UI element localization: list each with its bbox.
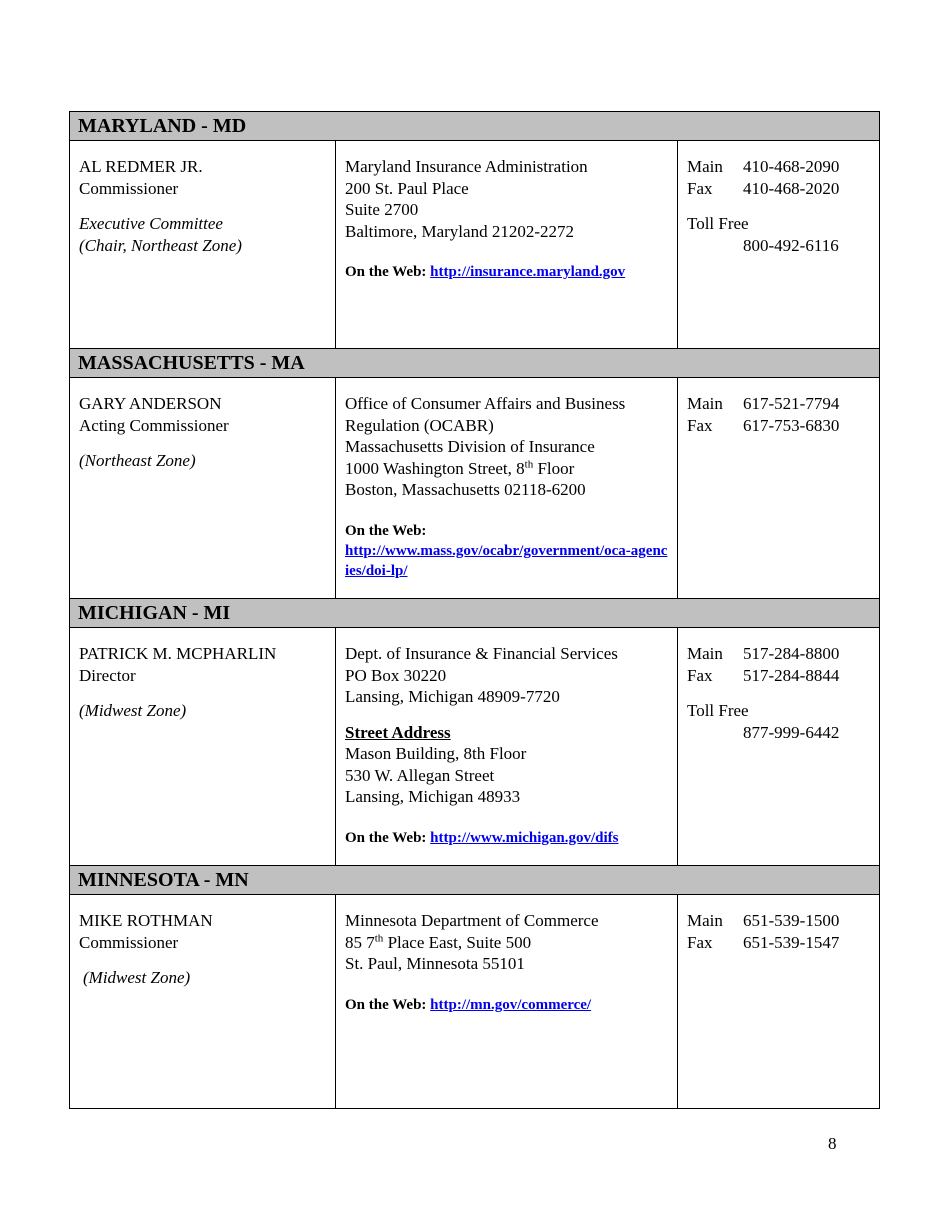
phone-number: 651-539-1547	[743, 932, 840, 952]
address-sup: th	[374, 931, 384, 944]
phone-cell	[678, 895, 880, 1109]
address-line: Boston, Massachusetts 02118-6200	[345, 480, 586, 499]
phone-number: 651-539-1500	[743, 911, 840, 930]
state-header-minnesota	[70, 866, 880, 895]
official-cell	[70, 378, 336, 599]
tollfree-number: 877-999-6442	[743, 722, 840, 742]
official-name: AL REDMER JR.	[79, 157, 203, 176]
state-row-michigan	[70, 628, 880, 866]
web-line	[345, 828, 668, 848]
phone-label: Main	[687, 394, 723, 413]
phone-number: 517-284-8800	[743, 644, 840, 663]
address-line: Maryland Insurance Administration	[345, 157, 588, 176]
phone-cell	[678, 378, 880, 599]
official-title: Director	[79, 665, 136, 685]
phone-main	[687, 643, 870, 665]
phone-main	[687, 910, 870, 932]
tollfree-number: 800-492-6116	[743, 235, 839, 255]
phone-cell	[678, 141, 880, 349]
phone-label: Fax	[687, 665, 713, 685]
address-text: 85 7	[345, 932, 375, 952]
state-header-label: MARYLAND - MD	[70, 112, 880, 141]
directory-table	[69, 111, 880, 1109]
official-zone: (Northeast Zone)	[79, 451, 196, 470]
address-cell	[336, 895, 678, 1109]
address-line: Office of Consumer Affairs and Business	[345, 394, 626, 413]
web-link[interactable]: http://mn.gov/commerce/	[430, 996, 592, 1013]
state-header-label: MICHIGAN - MI	[70, 599, 880, 628]
state-row-maryland	[70, 141, 880, 349]
address-line: Baltimore, Maryland 21202-2272	[345, 221, 574, 241]
state-header-label: MASSACHUSETTS - MA	[70, 349, 880, 378]
address-line: 200 St. Paul Place	[345, 178, 469, 198]
address-text: Floor	[533, 458, 575, 478]
state-row-minnesota	[70, 895, 880, 1109]
address-cell	[336, 628, 678, 866]
phone-main	[687, 156, 870, 178]
official-title: Commissioner	[79, 178, 179, 198]
web-label: On the Web:	[345, 996, 427, 1013]
state-header-massachusetts	[70, 349, 880, 378]
address-line: Lansing, Michigan 48933	[345, 787, 521, 806]
address-text: Place East, Suite 500	[383, 932, 532, 952]
tollfree-label: Toll Free	[687, 214, 749, 233]
address-line: Massachusetts Division of Insurance	[345, 437, 595, 456]
state-header-label: MINNESOTA - MN	[70, 866, 880, 895]
web-link[interactable]: http://www.mass.gov/ocabr/government/oca-agencies/doi-lp/	[345, 542, 668, 579]
official-cell	[70, 895, 336, 1109]
tollfree-label: Toll Free	[687, 701, 749, 720]
official-title: Commissioner	[79, 932, 179, 952]
address-line: PO Box 30220	[345, 665, 447, 685]
address-sup: th	[524, 457, 534, 470]
web-link[interactable]: http://insurance.maryland.gov	[430, 264, 626, 280]
phone-fax	[687, 932, 870, 954]
street-address-label: Street Address	[345, 722, 451, 742]
official-cell	[70, 628, 336, 866]
phone-main	[687, 393, 870, 415]
address-cell	[336, 378, 678, 599]
address-line: Suite 2700	[345, 200, 419, 219]
phone-label: Main	[687, 157, 723, 176]
address-line	[345, 932, 668, 954]
page-number: 8	[828, 1134, 837, 1153]
official-cell	[70, 141, 336, 349]
official-name: PATRICK M. MCPHARLIN	[79, 644, 277, 663]
phone-label: Fax	[687, 415, 713, 435]
web-label: On the Web:	[345, 522, 427, 539]
address-line: Mason Building, 8th Floor	[345, 744, 527, 763]
phone-label: Fax	[687, 932, 713, 952]
official-zone: (Midwest Zone)	[83, 968, 191, 987]
official-zone: (Midwest Zone)	[79, 701, 187, 720]
address-line: Regulation (OCABR)	[345, 415, 494, 435]
phone-number: 410-468-2090	[743, 157, 840, 176]
phone-label: Main	[687, 644, 723, 663]
address-cell	[336, 141, 678, 349]
address-line: Minnesota Department of Commerce	[345, 911, 599, 930]
official-name: MIKE ROTHMAN	[79, 911, 213, 930]
web-line	[345, 995, 668, 1015]
state-header-michigan	[70, 599, 880, 628]
phone-fax	[687, 415, 870, 437]
official-role: Executive Committee	[79, 214, 223, 233]
phone-label: Fax	[687, 178, 713, 198]
phone-number: 517-284-8844	[743, 665, 840, 685]
address-text: 1000 Washington Street, 8	[345, 458, 525, 478]
state-header-maryland	[70, 112, 880, 141]
address-line	[345, 458, 668, 480]
official-zone: (Chair, Northeast Zone)	[79, 235, 242, 255]
web-label: On the Web:	[345, 829, 427, 846]
address-line: 530 W. Allegan Street	[345, 765, 495, 785]
address-line: Lansing, Michigan 48909-7720	[345, 687, 560, 706]
web-link[interactable]: http://www.michigan.gov/difs	[430, 829, 619, 846]
phone-cell	[678, 628, 880, 866]
address-line: St. Paul, Minnesota 55101	[345, 954, 525, 973]
official-title: Acting Commissioner	[79, 415, 229, 435]
address-line: Dept. of Insurance & Financial Services	[345, 644, 618, 663]
web-line	[345, 262, 668, 282]
web-label: On the Web:	[345, 264, 427, 280]
phone-number: 617-753-6830	[743, 415, 840, 435]
state-row-massachusetts	[70, 378, 880, 599]
phone-label: Main	[687, 911, 723, 930]
phone-number: 617-521-7794	[743, 394, 840, 413]
phone-number: 410-468-2020	[743, 178, 840, 198]
phone-fax	[687, 665, 870, 687]
phone-fax	[687, 178, 870, 200]
official-name: GARY ANDERSON	[79, 394, 222, 413]
